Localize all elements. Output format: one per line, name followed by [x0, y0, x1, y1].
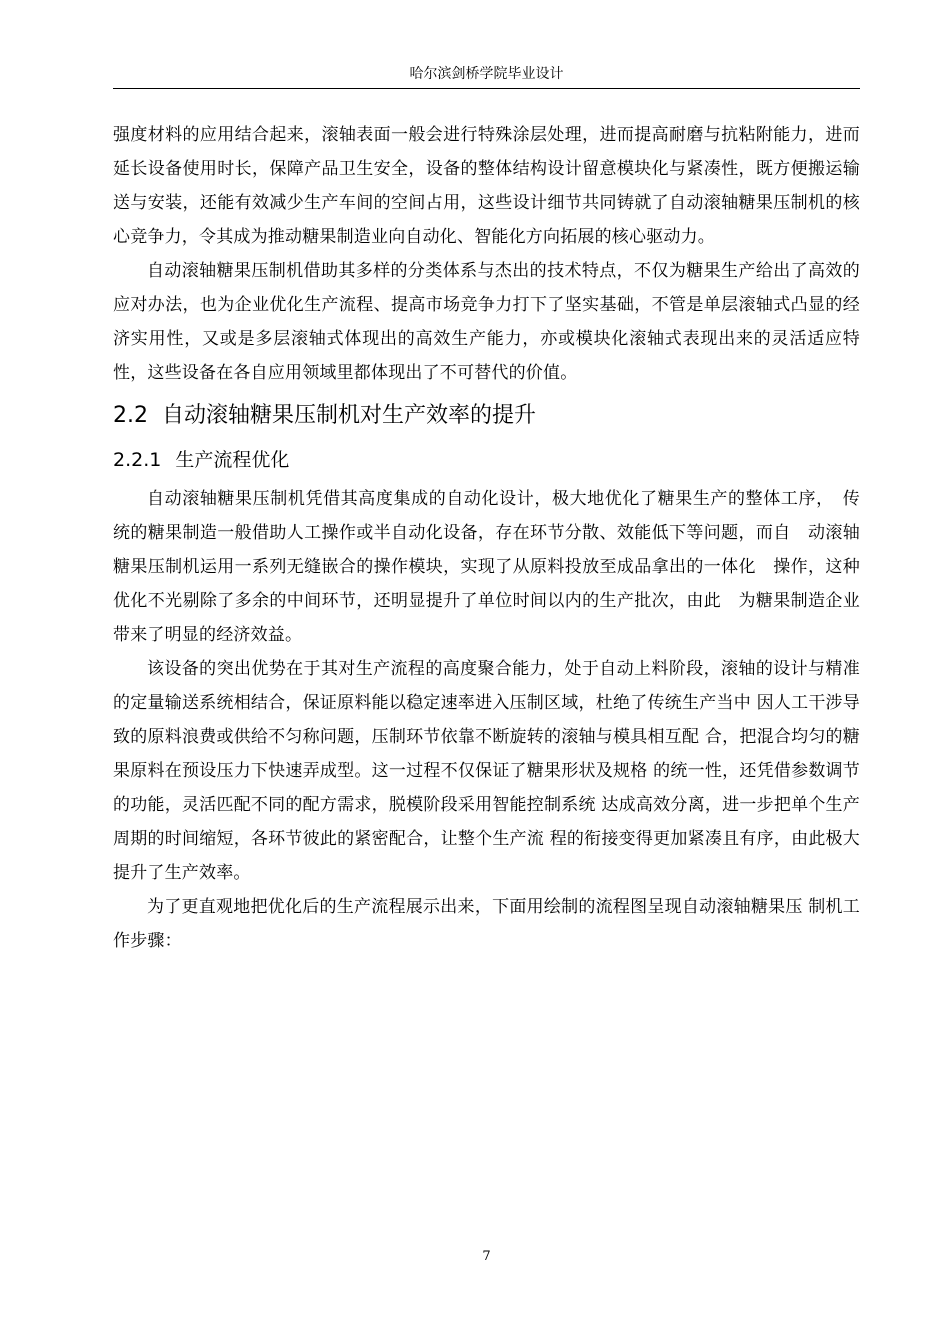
- subsection-heading: [113, 440, 860, 480]
- section-title: 自动滚轴糖果压制机对生产效率的提升: [162, 403, 537, 428]
- body-paragraph: 自动滚轴糖果压制机凭借其高度集成的自动化设计，极大地优化了糖果生产的整体工序， 传统的糖果制造一般借助人工操作或半自动化设备，存在环节分散、效能低下等问题，而自 动滚轴糖果压制机运用一系列无缝嵌合的操作模块，实现了从原料投放至成品拿出的一体化 操作，这种优化不光剔除了多余的中间环节，还明显提升了单位时间以内的生产批次，由此 为糖果制造企业带来了明显的经济效益。: [113, 489, 860, 645]
- page-body: [113, 118, 860, 958]
- page-number: 7: [482, 1249, 491, 1264]
- body-paragraph: 为了更直观地把优化后的生产流程展示出来，下面用绘制的流程图呈现自动滚轴糖果压 制机工作步骤：: [113, 897, 860, 951]
- page-header: 哈尔滨剑桥学院毕业设计: [409, 66, 564, 82]
- subsection-title: 生产流程优化: [175, 449, 290, 471]
- section-heading: [113, 394, 860, 438]
- body-paragraph: 自动滚轴糖果压制机借助其多样的分类体系与杰出的技术特点，不仅为糖果生产给出了高效的应对办法，也为企业优化生产流程、提高市场竞争力打下了坚实基础，不管是单层滚轴式凸显的经济实用性，又或是多层滚轴式体现出的高效生产能力，亦或模块化滚轴式表现出来的灵活适应特性，这些设备在各自应用领域里都体现出了不可替代的价值。: [113, 261, 860, 383]
- body-paragraph: 强度材料的应用结合起来，滚轴表面一般会进行特殊涂层处理，进而提高耐磨与抗粘附能力，进而延长设备使用时长，保障产品卫生安全，设备的整体结构设计留意模块化与紧凑性，既方便搬运输送与安装，还能有效减少生产车间的空间占用，这些设计细节共同铸就了自动滚轴糖果压制机的核心竞争力，令其成为推动糖果制造业向自动化、智能化方向拓展的核心驱动力。: [113, 125, 860, 247]
- section-number: 2.2: [113, 403, 148, 428]
- body-paragraph: 该设备的突出优势在于其对生产流程的高度聚合能力，处于自动上料阶段，滚轴的设计与精准的定量输送系统相结合，保证原料能以稳定速率进入压制区域，杜绝了传统生产当中 因人工干涉导致的原料浪费或供给不匀称问题，压制环节依靠不断旋转的滚轴与模具相互配 合，把混合均匀的糖果原料在预设压力下快速弄成型。这一过程不仅保证了糖果形状及规格 的统一性，还凭借参数调节的功能，灵活匹配不同的配方需求，脱模阶段采用智能控制系统 达成高效分离，进一步把单个生产周期的时间缩短，各环节彼此的紧密配合，让整个生产流 程的衔接变得更加紧凑且有序，由此极大提升了生产效率。: [113, 659, 860, 883]
- subsection-number: 2.2.1: [113, 449, 162, 471]
- header-divider: [113, 88, 860, 89]
